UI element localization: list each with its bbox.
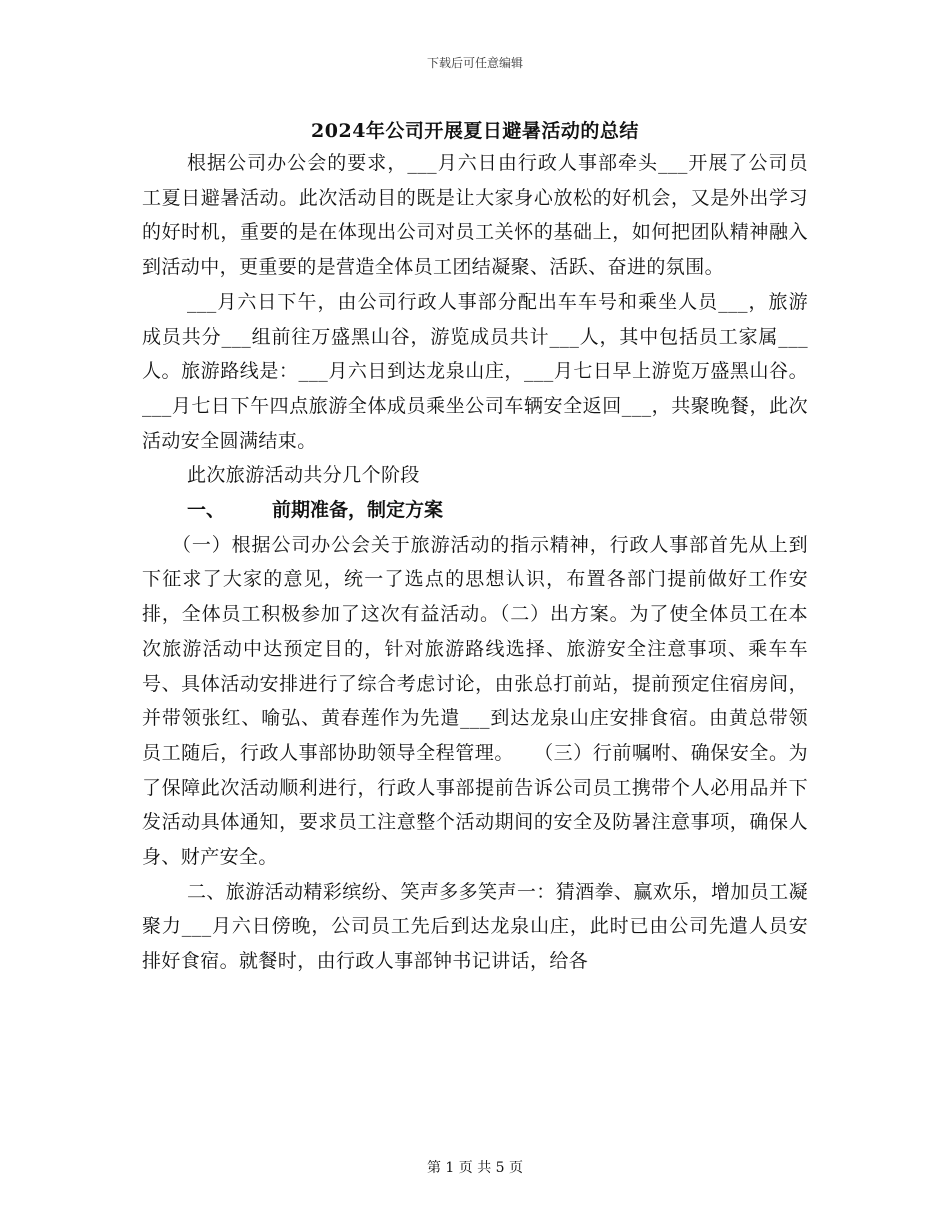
section-number: 一、 [187,499,226,522]
paragraph-stages: 此次旅游活动共分几个阶段 [187,464,420,487]
paragraph-section2: 二、旅游活动精彩缤纷、笑声多多笑声一：猜酒拳、赢欢乐，增加员工凝聚力___月六日傍晚，公司员工先后到达龙泉山庄，此时已由公司先遣人员安排好食宿。就餐时，由行政人事部钟书记讲话，给各 [142,880,808,973]
page-number: 第 1 页 共 5 页 [426,1160,524,1176]
page-header: 下载后可任意编辑 [426,56,523,70]
paragraph-section1: （一）根据公司办公会关于旅游活动的指示精神，行政人事部首先从上到下征求了大家的意见，统一了选点的思想认识，布置各部门提前做好工作安排，全体员工积极参加了这次有益活动。（二）出方案。为了使全体员工在本次旅游活动中达预定目的，针对旅游路线选择、旅游安全注意事项、乘车车号、具体活动安排进行了综合考虑讨论，由张总打前站，提前预定住宿房间，并带领张红、喻弘、黄春莲作为先遣___到达龙泉山庄安排食宿。由黄总带领员工随后，行政人事部协助领导全程管理。 （三）行前嘱咐、确保安全。为了保障此次活动顺利进行，行政人事部提前告诉公司员工携带个人必用品并下发活动具体通知，要求员工注意整个活动期间的安全及防暑注意事项，确保人身、财产安全。 [142,533,808,869]
document-body [142,146,808,979]
document-title: 2024年公司开展夏日避暑活动的总结 [311,120,639,142]
section-heading-1 [142,493,808,528]
paragraph-itinerary: ___月六日下午，由公司行政人事部分配出车车号和乘坐人员___，旅游成员共分___组前往万盛黑山谷，游览成员共计___人，其中包括员工家属___人。旅游路线是：___月六日到达龙泉山庄，___月七日早上游览万盛黑山谷。___月七日下午四点旅游全体成员乘坐公司车辆安全返回___，共聚晚餐，此次活动安全圆满结束。 [142,290,808,452]
section-title: 前期准备，制定方案 [272,499,444,522]
paragraph-intro: 根据公司办公会的要求，___月六日由行政人事部牵头___开展了公司员工夏日避暑活动。此次活动目的既是让大家身心放松的好机会，又是外出学习的好时机，重要的是在体现出公司对员工关怀的基础上，如何把团队精神融入到活动中，更重要的是营造全体员工团结凝聚、活跃、奋进的氛围。 [142,152,808,279]
